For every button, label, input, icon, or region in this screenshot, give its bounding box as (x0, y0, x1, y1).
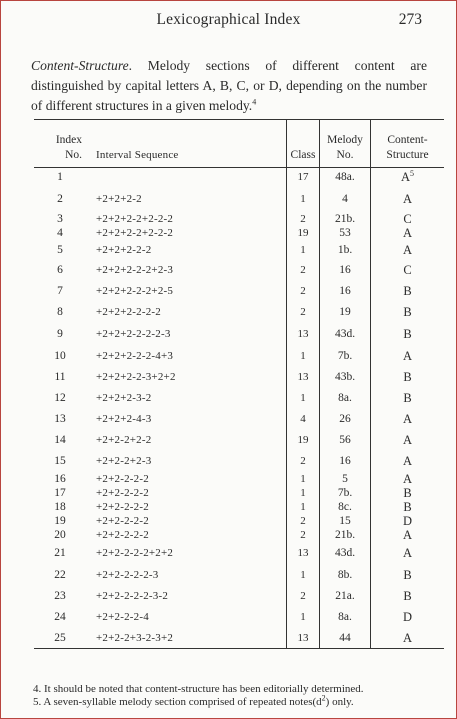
row-content-structure: A (371, 451, 445, 472)
table-row (34, 607, 444, 628)
table-row (34, 168, 444, 187)
table-row (34, 486, 444, 500)
row-content-structure: B (371, 367, 445, 388)
row-content-structure: A (371, 240, 445, 260)
row-content-structure: B (371, 388, 445, 409)
row-content-structure: C (371, 212, 445, 226)
row-interval-sequence: +2+2+2-2+2-2-2 (96, 212, 174, 225)
footnotes (33, 683, 433, 709)
row-index: 23 (54, 590, 66, 602)
table-row (34, 628, 444, 649)
table-row (34, 388, 444, 409)
row-content-structure: A (371, 528, 445, 542)
row-melody: 53 (320, 226, 371, 240)
row-melody: 43d. (320, 323, 371, 346)
row-interval-sequence: +2+2+2-2-2-2-3 (96, 328, 171, 340)
row-melody: 8a. (320, 388, 371, 409)
row-melody: 8c. (320, 500, 371, 514)
row-class: 13 (287, 367, 320, 388)
row-index: 19 (54, 514, 66, 527)
row-index: 2 (57, 193, 63, 205)
row-interval-sequence (86, 168, 287, 187)
row-interval-sequence: +2+2+2-2-2-2 (96, 306, 162, 318)
row-interval-sequence: +2+2-2+2-2 (96, 434, 152, 446)
row-index: 13 (54, 413, 66, 425)
row-melody: 8a. (320, 607, 371, 628)
row-interval-sequence: +2+2+2-2-2-4+3 (96, 350, 174, 362)
table-row (34, 451, 444, 472)
table-row (34, 240, 444, 260)
table-row (34, 586, 444, 607)
row-melody: 4 (320, 187, 371, 212)
table-row (34, 528, 444, 542)
row-content-structure: A (371, 542, 445, 565)
row-index: 25 (34, 628, 86, 649)
row-interval-sequence: +2+2-2-2-2-3 (96, 569, 159, 581)
intro-text: . Melody sections of different content are distinguished by capital letters A, B, C, or D, depending on the number of different structures in a given melody. (31, 57, 427, 113)
row-class: 19 (287, 226, 320, 240)
table-row (34, 302, 444, 323)
row-interval-sequence: +2+2+2-2-2+2-3 (96, 264, 174, 276)
row-melody: 48a. (320, 168, 371, 187)
row-melody: 43d. (320, 542, 371, 565)
row-class: 1 (287, 187, 320, 212)
row-melody: 15 (320, 514, 371, 528)
table-body (34, 168, 444, 649)
row-melody: 16 (320, 260, 371, 281)
table-row (34, 260, 444, 281)
row-interval-sequence: +2+2+2-2 (96, 193, 142, 205)
row-index: 1 (57, 171, 63, 184)
row-melody: 21a. (320, 586, 371, 607)
table-row (34, 430, 444, 451)
row-content-structure: A (371, 346, 445, 367)
row-class: 13 (287, 542, 320, 565)
row-index: 4 (57, 226, 63, 239)
row-melody: 7b. (320, 346, 371, 367)
row-index: 15 (54, 455, 66, 467)
row-content-structure: A (371, 472, 445, 486)
intro-term: Content-Structure (31, 57, 129, 73)
row-class: 17 (287, 168, 320, 187)
lexicographical-index-table (34, 119, 444, 649)
table-row (34, 212, 444, 226)
footnote-5: 5. A seven-syllable melody section comprised of repeated $notes(d^2)$ only. (33, 693, 354, 708)
row-index: 20 (54, 528, 66, 541)
row-content-structure: B (371, 586, 445, 607)
intro-paragraph (31, 56, 427, 116)
row-melody: 16 (320, 451, 371, 472)
row-class: 4 (287, 409, 320, 430)
row-interval-sequence: +2+2+2-2-2+2-5 (96, 285, 174, 297)
row-content-structure: B (371, 500, 445, 514)
row-interval-sequence: +2+2-2-2-2 (96, 472, 149, 485)
row-melody: 1b. (320, 240, 371, 260)
row-class: 13 (287, 323, 320, 346)
row-index: 18 (54, 500, 66, 513)
table-row (34, 226, 444, 240)
table-row (34, 367, 444, 388)
footnote-ref: 4 (252, 97, 257, 107)
row-content-structure: A (371, 187, 445, 212)
row-melody: 43b. (320, 367, 371, 388)
footnote-ref: 5 (410, 169, 415, 179)
row-melody: 56 (320, 430, 371, 451)
row-content-structure: A (371, 226, 445, 240)
row-content-structure: A (371, 628, 445, 649)
row-index: 10 (54, 350, 66, 362)
table-row (34, 346, 444, 367)
row-melody: 7b. (320, 486, 371, 500)
row-index: 11 (54, 371, 66, 383)
row-index: 8 (57, 306, 63, 318)
row-melody: 8b. (320, 565, 371, 586)
row-index: 22 (54, 569, 66, 581)
header-class: Class (287, 120, 320, 168)
row-class: 19 (287, 430, 320, 451)
footnote-4: 4. It should be noted that content-structure has been editorially determined. (33, 683, 364, 695)
row-class: 1 (287, 240, 320, 260)
row-index: 17 (54, 486, 66, 499)
row-class: 2 (287, 260, 320, 281)
row-class: 1 (287, 388, 320, 409)
row-interval-sequence: +2+2-2-2-2 (96, 528, 149, 541)
row-interval-sequence: +2+2-2+3-2-3+2 (86, 628, 287, 649)
row-melody: 21b. (320, 528, 371, 542)
row-melody: 5 (320, 472, 371, 486)
table-row (34, 281, 444, 302)
row-class: 13 (287, 628, 320, 649)
row-content-structure: D (371, 514, 445, 528)
row-interval-sequence: +2+2+2-2-3+2+2 (96, 371, 176, 383)
row-interval-sequence: +2+2-2-2-2 (96, 486, 149, 499)
row-index: 16 (54, 472, 66, 485)
row-index: 7 (57, 285, 63, 297)
header-index: Index No. (34, 120, 86, 168)
table-row (34, 472, 444, 486)
row-index: 14 (54, 434, 66, 446)
row-content-structure: A (371, 409, 445, 430)
row-class: 2 (287, 514, 320, 528)
table-row (34, 409, 444, 430)
row-content-structure: B (371, 281, 445, 302)
header-content-structure: Content- Structure (371, 120, 445, 168)
row-interval-sequence: +2+2-2+2-3 (96, 455, 152, 467)
row-content-structure: B (371, 486, 445, 500)
header-interval-sequence: Interval Sequence (86, 120, 287, 168)
table-row (34, 565, 444, 586)
row-interval-sequence: +2+2-2-2-2-3-2 (96, 590, 169, 602)
row-interval-sequence: +2+2+2-2-2 (96, 243, 152, 256)
row-index: 6 (57, 264, 63, 276)
running-header (1, 9, 456, 33)
row-class: 1 (287, 472, 320, 486)
row-class: 1 (287, 500, 320, 514)
row-interval-sequence: +2+2-2-2-2 (96, 500, 149, 513)
row-melody: 19 (320, 302, 371, 323)
row-class: 1 (287, 607, 320, 628)
table-row (34, 542, 444, 565)
row-index: 21 (54, 547, 66, 559)
table-row (34, 514, 444, 528)
row-class: 2 (287, 281, 320, 302)
row-index: 24 (54, 611, 66, 623)
row-content-structure: B (371, 323, 445, 346)
row-class: 2 (287, 302, 320, 323)
row-class: 1 (287, 565, 320, 586)
row-interval-sequence: +2+2-2-2-4 (96, 611, 149, 623)
table-row (34, 500, 444, 514)
row-class: 1 (287, 346, 320, 367)
row-content-structure: $A^5$ (371, 168, 445, 187)
row-class: 2 (287, 451, 320, 472)
header-melody: Melody No. (320, 120, 371, 168)
row-interval-sequence: +2+2+2-4-3 (96, 413, 152, 425)
row-melody: 21b. (320, 212, 371, 226)
row-content-structure: A (371, 430, 445, 451)
row-melody: 16 (320, 281, 371, 302)
row-content-structure: D (371, 607, 445, 628)
page-number: 273 (398, 11, 422, 28)
index-table-container (34, 119, 427, 675)
row-interval-sequence: +2+2-2-2-2 (96, 514, 149, 527)
row-content-structure: B (371, 565, 445, 586)
page-title: Lexicographical Index (156, 11, 301, 28)
row-content-structure: C (371, 260, 445, 281)
row-interval-sequence: +2+2+2-3-2 (96, 392, 152, 404)
table-row (34, 187, 444, 212)
row-index: 3 (57, 212, 63, 225)
table-header-row (34, 120, 444, 168)
row-index: 5 (57, 243, 63, 256)
table-row (34, 323, 444, 346)
row-interval-sequence: +2+2+2-2+2-2-2 (96, 226, 174, 239)
row-interval-sequence: +2+2-2-2-2+2+2 (96, 547, 174, 559)
row-class: 2 (287, 586, 320, 607)
row-index: 12 (54, 392, 66, 404)
row-class: 2 (287, 212, 320, 226)
row-class: 1 (287, 486, 320, 500)
row-melody: 44 (320, 628, 371, 649)
row-melody: 26 (320, 409, 371, 430)
row-index: 9 (57, 328, 63, 340)
row-content-structure: B (371, 302, 445, 323)
row-class: 2 (287, 528, 320, 542)
